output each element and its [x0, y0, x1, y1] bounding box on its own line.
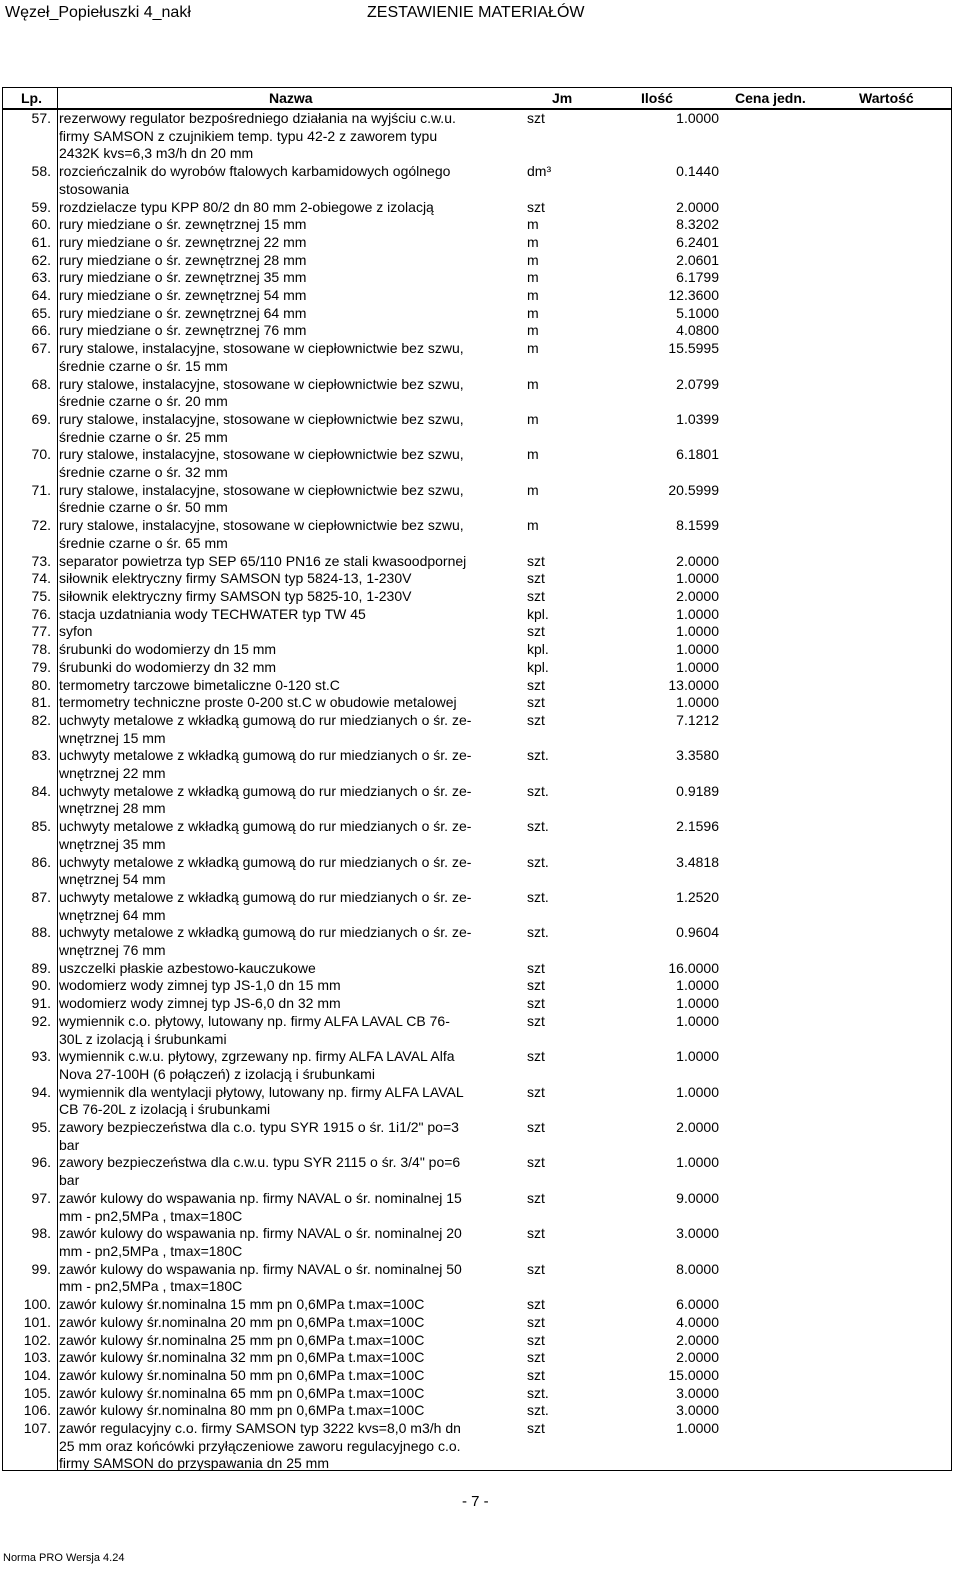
table-row: [3, 854, 951, 889]
quantity: 1.0000: [676, 1154, 719, 1171]
unit: szt: [527, 570, 545, 587]
quantity: 7.1212: [676, 711, 719, 728]
quantity: 0.9604: [676, 924, 719, 941]
row-number: 101.: [23, 1313, 51, 1330]
quantity: 1.0000: [676, 110, 719, 126]
row-number: 103.: [23, 1349, 51, 1366]
unit: szt.: [527, 818, 549, 835]
unit: dm³: [527, 163, 552, 180]
unit: szt: [527, 1420, 545, 1437]
page-number: - 7 -: [462, 1493, 489, 1510]
quantity: 15.5995: [668, 340, 719, 357]
row-number: 90.: [31, 977, 51, 994]
row-number: 71.: [31, 481, 51, 498]
quantity: 2.1596: [676, 818, 719, 835]
table-row: [3, 570, 951, 588]
quantity: 3.0000: [676, 1225, 719, 1242]
material-name: śrubunki do wodomierzy dn 32 mm: [59, 658, 277, 675]
quantity: 6.0000: [676, 1296, 719, 1313]
material-name: rury stalowe, instalacyjne, stosowane w ciepłownictwie bez szwu, średnie czarne o śr. 65 mm: [59, 517, 464, 551]
material-name: zawór kulowy śr.nominalna 25 mm pn 0,6MPa t.max=100C: [59, 1331, 425, 1348]
materials-table: [2, 87, 952, 1471]
row-number: 73.: [31, 552, 51, 569]
row-number: 91.: [31, 995, 51, 1012]
quantity: 4.0800: [676, 322, 719, 339]
table-row: [3, 1402, 951, 1420]
unit: m: [527, 481, 539, 498]
table-row: [3, 1190, 951, 1225]
table-body: [3, 110, 951, 1473]
quantity: 1.0000: [676, 1048, 719, 1065]
unit: szt.: [527, 1402, 549, 1419]
table-row: [3, 553, 951, 571]
material-name: stacja uzdatniania wody TECHWATER typ TW 45: [59, 605, 366, 622]
unit: m: [527, 340, 539, 357]
quantity: 2.0000: [676, 198, 719, 215]
material-name: rury miedziane o śr. zewnętrznej 28 mm: [59, 251, 307, 268]
unit: szt: [527, 1349, 545, 1366]
material-name: rury miedziane o śr. zewnętrznej 64 mm: [59, 304, 307, 321]
row-number: 66.: [31, 322, 51, 339]
table-row: [3, 588, 951, 606]
quantity: 9.0000: [676, 1189, 719, 1206]
row-number: 104.: [23, 1366, 51, 1383]
column-header-cena: Cena jedn.: [735, 90, 806, 106]
row-number: 86.: [31, 853, 51, 870]
row-number: 97.: [31, 1189, 51, 1206]
table-row: [3, 818, 951, 853]
table-row: [3, 411, 951, 446]
column-header-jm: Jm: [552, 90, 573, 106]
material-name: uchwyty metalowe z wkładką gumową do rur miedzianych o śr. ze- wnętrznej 64 mm: [59, 888, 472, 923]
material-name: siłownik elektryczny firmy SAMSON typ 5824-13, 1-230V: [59, 570, 412, 587]
row-number: 67.: [31, 340, 51, 357]
unit: szt: [527, 1083, 545, 1100]
table-row: [3, 340, 951, 375]
table-row: [3, 1119, 951, 1154]
unit: szt: [527, 1225, 545, 1242]
unit: szt: [527, 1331, 545, 1348]
material-name: uszczelki płaskie azbestowo-kauczukowe: [59, 959, 316, 976]
row-number: 62.: [31, 251, 51, 268]
quantity: 15.0000: [668, 1366, 719, 1383]
material-name: rury miedziane o śr. zewnętrznej 22 mm: [59, 233, 307, 250]
table-row: [3, 960, 951, 978]
table-header: [3, 88, 951, 110]
material-name: rury miedziane o śr. zewnętrznej 76 mm: [59, 322, 307, 339]
row-number: 99.: [31, 1260, 51, 1277]
table-row: [3, 641, 951, 659]
column-header-wartosc: Wartość: [859, 90, 914, 106]
material-name: rury stalowe, instalacyjne, stosowane w ciepłownictwie bez szwu, średnie czarne o śr. 50 mm: [59, 481, 464, 516]
unit: m: [527, 233, 539, 250]
unit: kpl.: [527, 605, 549, 622]
material-name: zawory bezpieczeństwa dla c.w.u. typu SYR 2115 o śr. 3/4" po=6 bar: [59, 1154, 461, 1189]
material-name: rozdzielacze typu KPP 80/2 dn 80 mm 2-obiegowe z izolacją: [59, 198, 434, 215]
row-number: 84.: [31, 782, 51, 799]
table-row: [3, 623, 951, 641]
row-number: 63.: [31, 269, 51, 286]
quantity: 0.9189: [676, 782, 719, 799]
material-name: rury miedziane o śr. zewnętrznej 54 mm: [59, 287, 307, 304]
table-row: [3, 1367, 951, 1385]
unit: kpl.: [527, 658, 549, 675]
table-row: [3, 482, 951, 517]
quantity: 3.0000: [676, 1402, 719, 1419]
column-header-nazwa: Nazwa: [269, 90, 313, 106]
table-row: [3, 1225, 951, 1260]
row-number: 65.: [31, 304, 51, 321]
unit: szt: [527, 1154, 545, 1171]
material-name: rury stalowe, instalacyjne, stosowane w ciepłownictwie bez szwu, średnie czarne o śr. 15 mm: [59, 340, 464, 374]
material-name: uchwyty metalowe z wkładką gumową do rur miedzianych o śr. ze- wnętrznej 22 mm: [59, 747, 472, 782]
row-number: 76.: [31, 605, 51, 622]
table-row: [3, 1420, 951, 1473]
material-name: zawór kulowy do wspawania np. firmy NAVAL o śr. nominalnej 20 mm - pn2,5MPa , tmax=180C: [59, 1225, 462, 1259]
material-name: zawór kulowy do wspawania np. firmy NAVAL o śr. nominalnej 50 mm - pn2,5MPa , tmax=180C: [59, 1260, 462, 1295]
material-name: uchwyty metalowe z wkładką gumową do rur miedzianych o śr. ze- wnętrznej 28 mm: [59, 782, 472, 817]
unit: szt.: [527, 747, 549, 764]
table-row: [3, 305, 951, 323]
table-row: [3, 216, 951, 234]
quantity: 1.0000: [676, 570, 719, 587]
unit: szt: [527, 676, 545, 693]
quantity: 2.0000: [676, 1349, 719, 1366]
quantity: 1.0000: [676, 1083, 719, 1100]
material-name: zawory bezpieczeństwa dla c.o. typu SYR 1915 o śr. 1i1/2" po=3 bar: [59, 1119, 459, 1153]
material-name: zawór kulowy śr.nominalna 20 mm pn 0,6MPa t.max=100C: [59, 1313, 425, 1330]
material-name: zawór kulowy śr.nominalna 50 mm pn 0,6MPa t.max=100C: [59, 1366, 425, 1383]
quantity: 1.0000: [676, 995, 719, 1012]
table-row: [3, 110, 951, 163]
quantity: 3.4818: [676, 853, 719, 870]
material-name: uchwyty metalowe z wkładką gumową do rur miedzianych o śr. ze- wnętrznej 15 mm: [59, 711, 472, 746]
row-number: 68.: [31, 375, 51, 392]
row-number: 81.: [31, 694, 51, 711]
row-number: 87.: [31, 888, 51, 905]
material-name: termometry tarczowe bimetaliczne 0-120 st.C: [59, 676, 340, 693]
document-header-left: Węzeł_Popiełuszki 4_nakł: [5, 4, 191, 21]
material-name: rury stalowe, instalacyjne, stosowane w ciepłownictwie bez szwu, średnie czarne o śr. 20 mm: [59, 375, 464, 410]
material-name: zawór kulowy do wspawania np. firmy NAVAL o śr. nominalnej 15 mm - pn2,5MPa , tmax=180C: [59, 1189, 462, 1224]
quantity: 12.3600: [668, 287, 719, 304]
unit: szt: [527, 1296, 545, 1313]
row-number: 58.: [31, 163, 51, 180]
table-row: [3, 995, 951, 1013]
unit: szt: [527, 977, 545, 994]
unit: szt: [527, 1366, 545, 1383]
unit: m: [527, 517, 539, 534]
unit: szt.: [527, 1384, 549, 1401]
row-number: 106.: [23, 1402, 51, 1419]
table-row: [3, 322, 951, 340]
quantity: 2.0000: [676, 1331, 719, 1348]
row-number: 80.: [31, 676, 51, 693]
unit: szt.: [527, 782, 549, 799]
table-row: [3, 659, 951, 677]
quantity: 1.0000: [676, 658, 719, 675]
table-row: [3, 1084, 951, 1119]
unit: szt: [527, 198, 545, 215]
unit: szt.: [527, 888, 549, 905]
quantity: 1.0000: [676, 1420, 719, 1437]
table-row: [3, 163, 951, 198]
table-row: [3, 1013, 951, 1048]
material-name: rury miedziane o śr. zewnętrznej 35 mm: [59, 269, 307, 286]
column-header-lp: Lp.: [21, 90, 42, 106]
row-number: 105.: [23, 1384, 51, 1401]
material-name: zawór kulowy śr.nominalna 65 mm pn 0,6MPa t.max=100C: [59, 1384, 425, 1401]
quantity: 1.0399: [676, 410, 719, 427]
table-row: [3, 1332, 951, 1350]
quantity: 8.1599: [676, 517, 719, 534]
quantity: 2.0601: [676, 251, 719, 268]
material-name: termometry techniczne proste 0-200 st.C w obudowie metalowej: [59, 694, 457, 711]
row-number: 57.: [31, 110, 51, 126]
quantity: 1.0000: [676, 1012, 719, 1029]
table-row: [3, 234, 951, 252]
table-row: [3, 252, 951, 270]
quantity: 1.0000: [676, 641, 719, 658]
table-row: [3, 747, 951, 782]
material-name: uchwyty metalowe z wkładką gumową do rur miedzianych o śr. ze- wnętrznej 76 mm: [59, 924, 472, 959]
material-name: wodomierz wody zimnej typ JS-1,0 dn 15 mm: [59, 977, 341, 994]
table-row: [3, 783, 951, 818]
material-name: rury stalowe, instalacyjne, stosowane w ciepłownictwie bez szwu, średnie czarne o śr. 32 mm: [59, 446, 464, 481]
unit: m: [527, 287, 539, 304]
quantity: 4.0000: [676, 1313, 719, 1330]
material-name: separator powietrza typ SEP 65/110 PN16 ze stali kwasoodpornej: [59, 552, 467, 569]
material-name: wymiennik c.o. płytowy, lutowany np. firmy ALFA LAVAL CB 76- 30L z izolacją i śrubunkami: [59, 1012, 450, 1047]
material-name: wymiennik c.w.u. płytowy, zgrzewany np. firmy ALFA LAVAL Alfa Nova 27-100H (6 połączeń) z izolacją i śrubunkami: [59, 1048, 455, 1082]
row-number: 77.: [31, 623, 51, 640]
row-number: 92.: [31, 1012, 51, 1029]
table-row: [3, 977, 951, 995]
row-number: 85.: [31, 818, 51, 835]
unit: szt: [527, 552, 545, 569]
material-name: syfon: [59, 623, 93, 640]
software-version: Norma PRO Wersja 4.24: [3, 1552, 125, 1564]
unit: szt: [527, 110, 545, 126]
material-name: rozcieńczalnik do wyrobów ftalowych karbamidowych ogólnego stosowania: [59, 163, 451, 197]
row-number: 96.: [31, 1154, 51, 1171]
unit: m: [527, 251, 539, 268]
table-row: [3, 1296, 951, 1314]
table-row: [3, 376, 951, 411]
quantity: 1.0000: [676, 623, 719, 640]
material-name: zawór regulacyjny c.o. firmy SAMSON typ 3222 kvs=8,0 m3/h dn 25 mm oraz końcówki przyłączeniowe zaworu regulacyjnego c.o. firmy SAMSON do przyspawania dn 25 mm: [59, 1420, 461, 1472]
quantity: 20.5999: [668, 481, 719, 498]
quantity: 5.1000: [676, 304, 719, 321]
row-number: 102.: [23, 1331, 51, 1348]
quantity: 8.0000: [676, 1260, 719, 1277]
unit: szt: [527, 623, 545, 640]
column-header-ilosc: Ilość: [641, 90, 673, 106]
unit: m: [527, 446, 539, 463]
row-number: 79.: [31, 658, 51, 675]
row-number: 60.: [31, 216, 51, 233]
table-row: [3, 889, 951, 924]
unit: szt: [527, 1119, 545, 1136]
material-name: zawór kulowy śr.nominalna 32 mm pn 0,6MPa t.max=100C: [59, 1349, 425, 1366]
row-number: 83.: [31, 747, 51, 764]
table-row: [3, 1048, 951, 1083]
row-number: 100.: [23, 1296, 51, 1313]
table-row: [3, 712, 951, 747]
unit: szt: [527, 711, 545, 728]
table-row: [3, 924, 951, 959]
quantity: 1.0000: [676, 977, 719, 994]
material-name: zawór kulowy śr.nominalna 80 mm pn 0,6MPa t.max=100C: [59, 1402, 425, 1419]
material-name: rury stalowe, instalacyjne, stosowane w ciepłownictwie bez szwu, średnie czarne o śr. 25 mm: [59, 410, 464, 445]
table-row: [3, 606, 951, 624]
table-row: [3, 199, 951, 217]
quantity: 1.0000: [676, 694, 719, 711]
unit: szt: [527, 1189, 545, 1206]
row-number: 93.: [31, 1048, 51, 1065]
row-number: 61.: [31, 233, 51, 250]
row-number: 95.: [31, 1119, 51, 1136]
unit: szt: [527, 1313, 545, 1330]
row-number: 94.: [31, 1083, 51, 1100]
unit: szt.: [527, 924, 549, 941]
material-name: wymiennik dla wentylacji płytowy, lutowany np. firmy ALFA LAVAL CB 76-20L z izolacją i śrubunkami: [59, 1083, 464, 1118]
table-row: [3, 1314, 951, 1332]
quantity: 6.2401: [676, 233, 719, 250]
row-number: 88.: [31, 924, 51, 941]
unit: szt: [527, 587, 545, 604]
row-number: 70.: [31, 446, 51, 463]
row-number: 82.: [31, 711, 51, 728]
table-row: [3, 517, 951, 552]
unit: szt: [527, 1048, 545, 1065]
row-number: 78.: [31, 641, 51, 658]
unit: szt: [527, 959, 545, 976]
material-name: uchwyty metalowe z wkładką gumową do rur miedzianych o śr. ze- wnętrznej 54 mm: [59, 853, 472, 888]
material-name: rury miedziane o śr. zewnętrznej 15 mm: [59, 216, 307, 233]
unit: m: [527, 269, 539, 286]
material-name: zawór kulowy śr.nominalna 15 mm pn 0,6MPa t.max=100C: [59, 1296, 425, 1313]
table-row: [3, 677, 951, 695]
unit: m: [527, 410, 539, 427]
unit: m: [527, 375, 539, 392]
quantity: 8.3202: [676, 216, 719, 233]
table-row: [3, 1385, 951, 1403]
table-row: [3, 694, 951, 712]
material-name: wodomierz wody zimnej typ JS-6,0 dn 32 mm: [59, 995, 341, 1012]
table-row: [3, 446, 951, 481]
row-number: 59.: [31, 198, 51, 215]
row-number: 107.: [23, 1420, 51, 1437]
quantity: 3.3580: [676, 747, 719, 764]
material-name: siłownik elektryczny firmy SAMSON typ 5825-10, 1-230V: [59, 587, 412, 604]
quantity: 13.0000: [668, 676, 719, 693]
unit: szt: [527, 694, 545, 711]
unit: szt.: [527, 853, 549, 870]
row-number: 75.: [31, 587, 51, 604]
row-number: 74.: [31, 570, 51, 587]
table-row: [3, 1349, 951, 1367]
unit: m: [527, 322, 539, 339]
row-number: 64.: [31, 287, 51, 304]
material-name: śrubunki do wodomierzy dn 15 mm: [59, 641, 277, 658]
document-title: ZESTAWIENIE MATERIAŁÓW: [367, 4, 585, 21]
unit: szt: [527, 1012, 545, 1029]
quantity: 2.0000: [676, 1119, 719, 1136]
unit: szt: [527, 995, 545, 1012]
unit: kpl.: [527, 641, 549, 658]
row-number: 69.: [31, 410, 51, 427]
table-row: [3, 1261, 951, 1296]
unit: m: [527, 304, 539, 321]
quantity: 2.0000: [676, 587, 719, 604]
row-number: 72.: [31, 517, 51, 534]
material-name: rezerwowy regulator bezpośredniego działania na wyjściu c.w.u. firmy SAMSON z czujnikiem temp. typu 42-2 z zaworem typu 2432K kvs=6,3 m3/h dn 20 mm: [59, 110, 456, 162]
material-name: uchwyty metalowe z wkładką gumową do rur miedzianych o śr. ze- wnętrznej 35 mm: [59, 818, 472, 852]
table-row: [3, 287, 951, 305]
quantity: 16.0000: [668, 959, 719, 976]
quantity: 6.1799: [676, 269, 719, 286]
quantity: 0.1440: [676, 163, 719, 180]
quantity: 6.1801: [676, 446, 719, 463]
row-number: 98.: [31, 1225, 51, 1242]
quantity: 1.0000: [676, 605, 719, 622]
quantity: 3.0000: [676, 1384, 719, 1401]
table-row: [3, 269, 951, 287]
quantity: 2.0799: [676, 375, 719, 392]
quantity: 1.2520: [676, 888, 719, 905]
row-number: 89.: [31, 959, 51, 976]
unit: szt: [527, 1260, 545, 1277]
unit: m: [527, 216, 539, 233]
quantity: 2.0000: [676, 552, 719, 569]
table-row: [3, 1154, 951, 1189]
